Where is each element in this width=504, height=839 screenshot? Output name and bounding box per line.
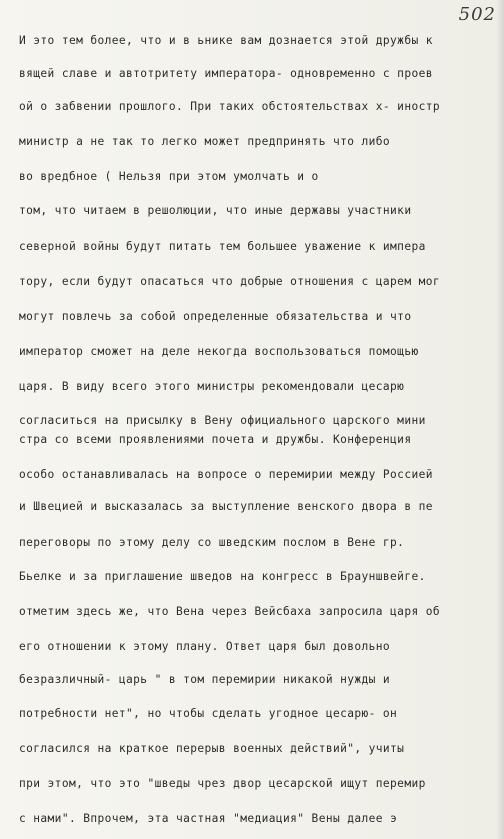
text-line: безразличный- царь " в том перемирии никакой нужды и (19, 673, 391, 686)
text-line: император сможет на деле некогда воспользоваться помощью (19, 345, 419, 358)
text-line: стра со всеми проявлениями почета и дружбы. Конференция (19, 433, 412, 446)
text-line: с нами". Впрочем, эта частная "медиация" Вены далее э (19, 812, 398, 825)
text-line: Бьелке и за приглашение шведов на конгресс в Брауншвейге. (19, 570, 426, 583)
text-line: его отношении к этому плану. Ответ царя был довольно (19, 640, 391, 653)
text-line: особо останавливалась на вопросе о перемирии между Россией (19, 468, 433, 481)
text-line: могут повлечь за собой определенные обязательства и что (19, 310, 412, 323)
text-line: тору, если будут опасаться что добрые отношения с царем мог (19, 275, 440, 288)
text-line: переговоры по этому делу со шведским послом в Вене гр. (19, 536, 405, 549)
text-line: ой о забвении прошлого. При таких обстоятельствах х- иностр (19, 100, 440, 113)
text-line: том, что читаем в решолюции, что иные державы участники (19, 204, 412, 217)
text-line: отметим здесь же, что Вена через Вейсбаха запросила царя об (19, 605, 440, 618)
text-line: министр а не так то легко может предпринять что либо (19, 135, 391, 148)
text-line: во вредбное ( Нельзя при этом умолчать и о (19, 170, 319, 183)
text-line: И это тем более, что и в ьнике вам дознается этой дружбы к (19, 34, 433, 47)
text-line: потребности нет", но чтобы сделать угодное цесарю- он (19, 707, 398, 720)
text-line: и Швецией и высказалась за выступление венского двора в пе (19, 500, 433, 513)
text-line: согласиться на присылку в Вену официального царского мини (19, 414, 426, 427)
text-line: при этом, что это "шведы чрез двор цесарской ищут перемир (19, 777, 426, 790)
page-number: 502 (458, 4, 496, 25)
text-line: вящей славе и автотритету императора- одновременно с проев (19, 67, 433, 80)
paper-edge (496, 0, 504, 839)
text-line: северной войны будут питать тем большее уважение к импера (19, 240, 426, 253)
text-line: царя. В виду всего этого министры рекомендовали цесарю (19, 380, 405, 393)
text-line: согласился на краткое перерыв военных действий", учиты (19, 742, 405, 755)
